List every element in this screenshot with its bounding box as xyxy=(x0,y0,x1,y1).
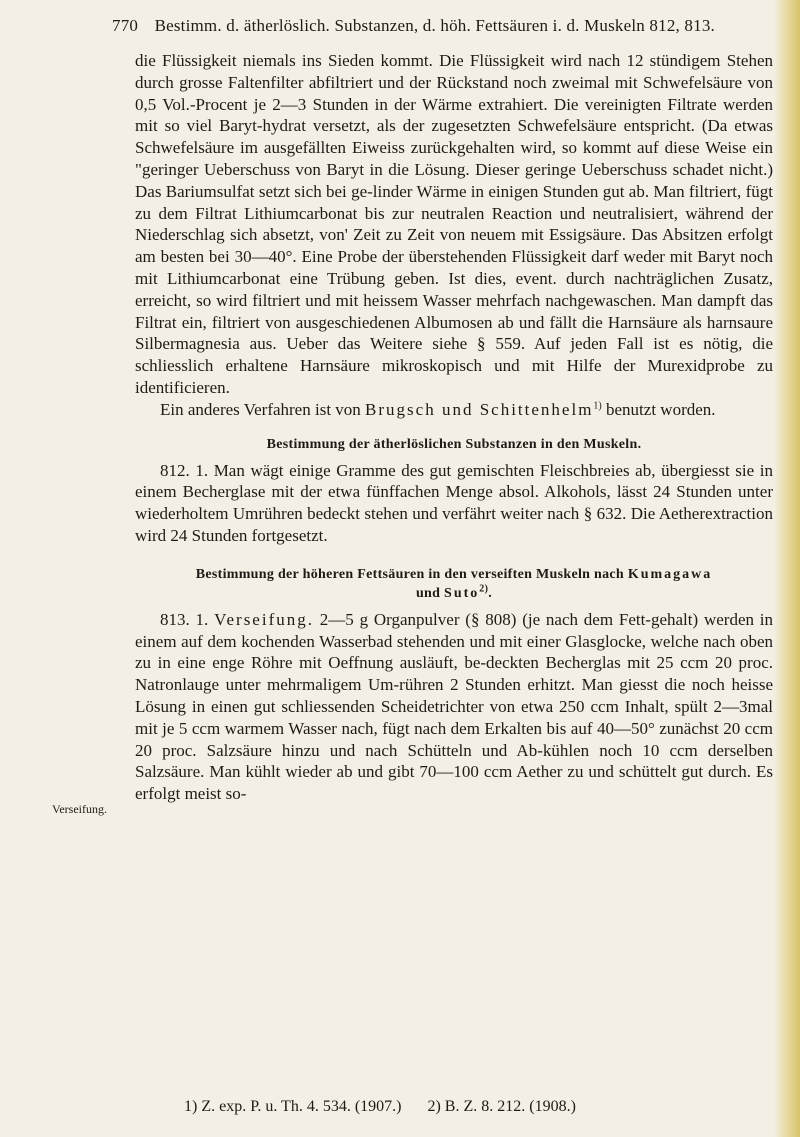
body-text xyxy=(135,50,773,805)
footnote-2: 2) B. Z. 8. 212. (1908.) xyxy=(427,1098,576,1115)
verseifung-term: Verseifung. xyxy=(214,609,314,629)
page-edge-discoloration xyxy=(774,0,800,1137)
footnote-ref-2: 2) xyxy=(479,583,489,595)
author-names: Brugsch und Schittenhelm xyxy=(365,399,594,419)
running-header xyxy=(112,16,772,36)
section-813-text: 813. 1. Verseifung. 2—5 g Organpulver (§ 808) (je nach dem Fett-gehalt) werden in einem auf dem kochenden Wasserbad stehenden und mit einer Glasglocke, welche nach oben zu in eine enge Röhre mit Oeffnung ausläuft, be-deckten Becherglas mit 25 ccm 20 proc. Natronlauge unter mehrmaligem Um-rühren 2 Stunden erhitzt. Man giesst die noch heisse Lösung in einen gut schliessenden Scheidetrichter von etwa 250 ccm Inhalt, spült 2—3mal mit je 5 ccm warmem Wasser nach, fügt nach dem Erkalten bis auf 40—50° zunächst 20 ccm 20 proc. Salzsäure hinzu und nach Schütteln und Ab-kühlen noch 10 ccm derselben Salzsäure. Man kühlt wieder ab und gibt 70—100 ccm Aether zu und schüttelt gut durch. Es erfolgt meist so- xyxy=(135,609,774,804)
margin-note: Verseifung. xyxy=(52,802,107,816)
running-title: Bestimm. d. ätherlöslich. Substanzen, d. höh. Fettsäuren i. d. Muskeln 812, 813. xyxy=(154,16,715,35)
footnote-ref-1: 1) xyxy=(593,400,602,412)
footnote-1: 1) Z. exp. P. u. Th. 4. 534. (1907.) xyxy=(184,1098,402,1115)
page-number: 770 xyxy=(112,16,139,35)
paragraph-continuation: die Flüssigkeit niemals ins Sieden kommt. Die Flüssigkeit wird nach 12 stündigem Stehen durch grosse Faltenfilter abfiltriert und der Rückstand noch zweimal mit Schwefelsäure von 0,5 Vol.-Procent je 2—3 Stunden in der Wärme extrahiert. Die vereinigten Filtrate werden mit so viel Baryt-hydrat versetzt, als der zugesetzten Schwefelsäure entspricht. (Da etwas Schwefelsäure im ausgefällten Eiweiss zurückgehalten wird, so kommt auf diese Weise ein "geringer Ueberschuss von Baryt in die Lösung. Dieser geringe Ueberschuss schadet nicht.) Das Bariumsulfat setzt sich bei ge-linder Wärme in einigen Stunden gut ab. Man filtriert, fügt zu dem Filtrat Lithiumcarbonat bis zur neutralen Reaction und neutralisiert, während der Niederschlag sich absetzt, von' Zeit zu Zeit von neuem mit Essigsäure. Das Absitzen erfolgt am besten bei 30—40°. Eine Probe der überstehenden Flüssigkeit darf weder mit Baryt noch mit Lithiumcarbonat eine Trübung geben. Ist dies, event. durch nachträglichen Zusatz, erreicht, so wird filtriert und mit heissem Wasser mehrfach nachgewaschen. Man dampft das Filtrat ein, filtriert von ausgeschiedenen Albumosen ab und fällt die Harnsäure als harnsaure Silbermagnesia aus. Ueber das Weitere siehe § 559. Auf jeden Fall ist es nötig, die schliesslich erhaltene Harnsäure mikroskopisch und mit Hilfe der Murexidprobe zu identificieren. xyxy=(135,51,773,397)
footnotes xyxy=(184,1098,576,1116)
section-812-text: 812. 1. Man wägt einige Gramme des gut gemischten Fleischbreies ab, übergiesst sie in einem Becherglase mit der etwa fünffachen Menge absol. Alkohols, lässt 24 Stunden unter wiederholtem Umrühren bedeckt stehen und verfährt weiter nach § 632. Die Aetherextraction wird 24 Stunden fortgesetzt. xyxy=(135,460,773,545)
section-heading-812: Bestimmung der ätherlöslichen Substanzen in den Muskeln. xyxy=(266,436,642,452)
section-heading-813: Bestimmung der höheren Fettsäuren in den verseiften Muskeln nach Kumagawa und Suto$^{2)}$. xyxy=(195,566,713,601)
paragraph-alternative-method: Ein anderes Verfahren ist von Brugsch und Schittenhelm$^{1)}$ benutzt worden. xyxy=(160,399,716,419)
